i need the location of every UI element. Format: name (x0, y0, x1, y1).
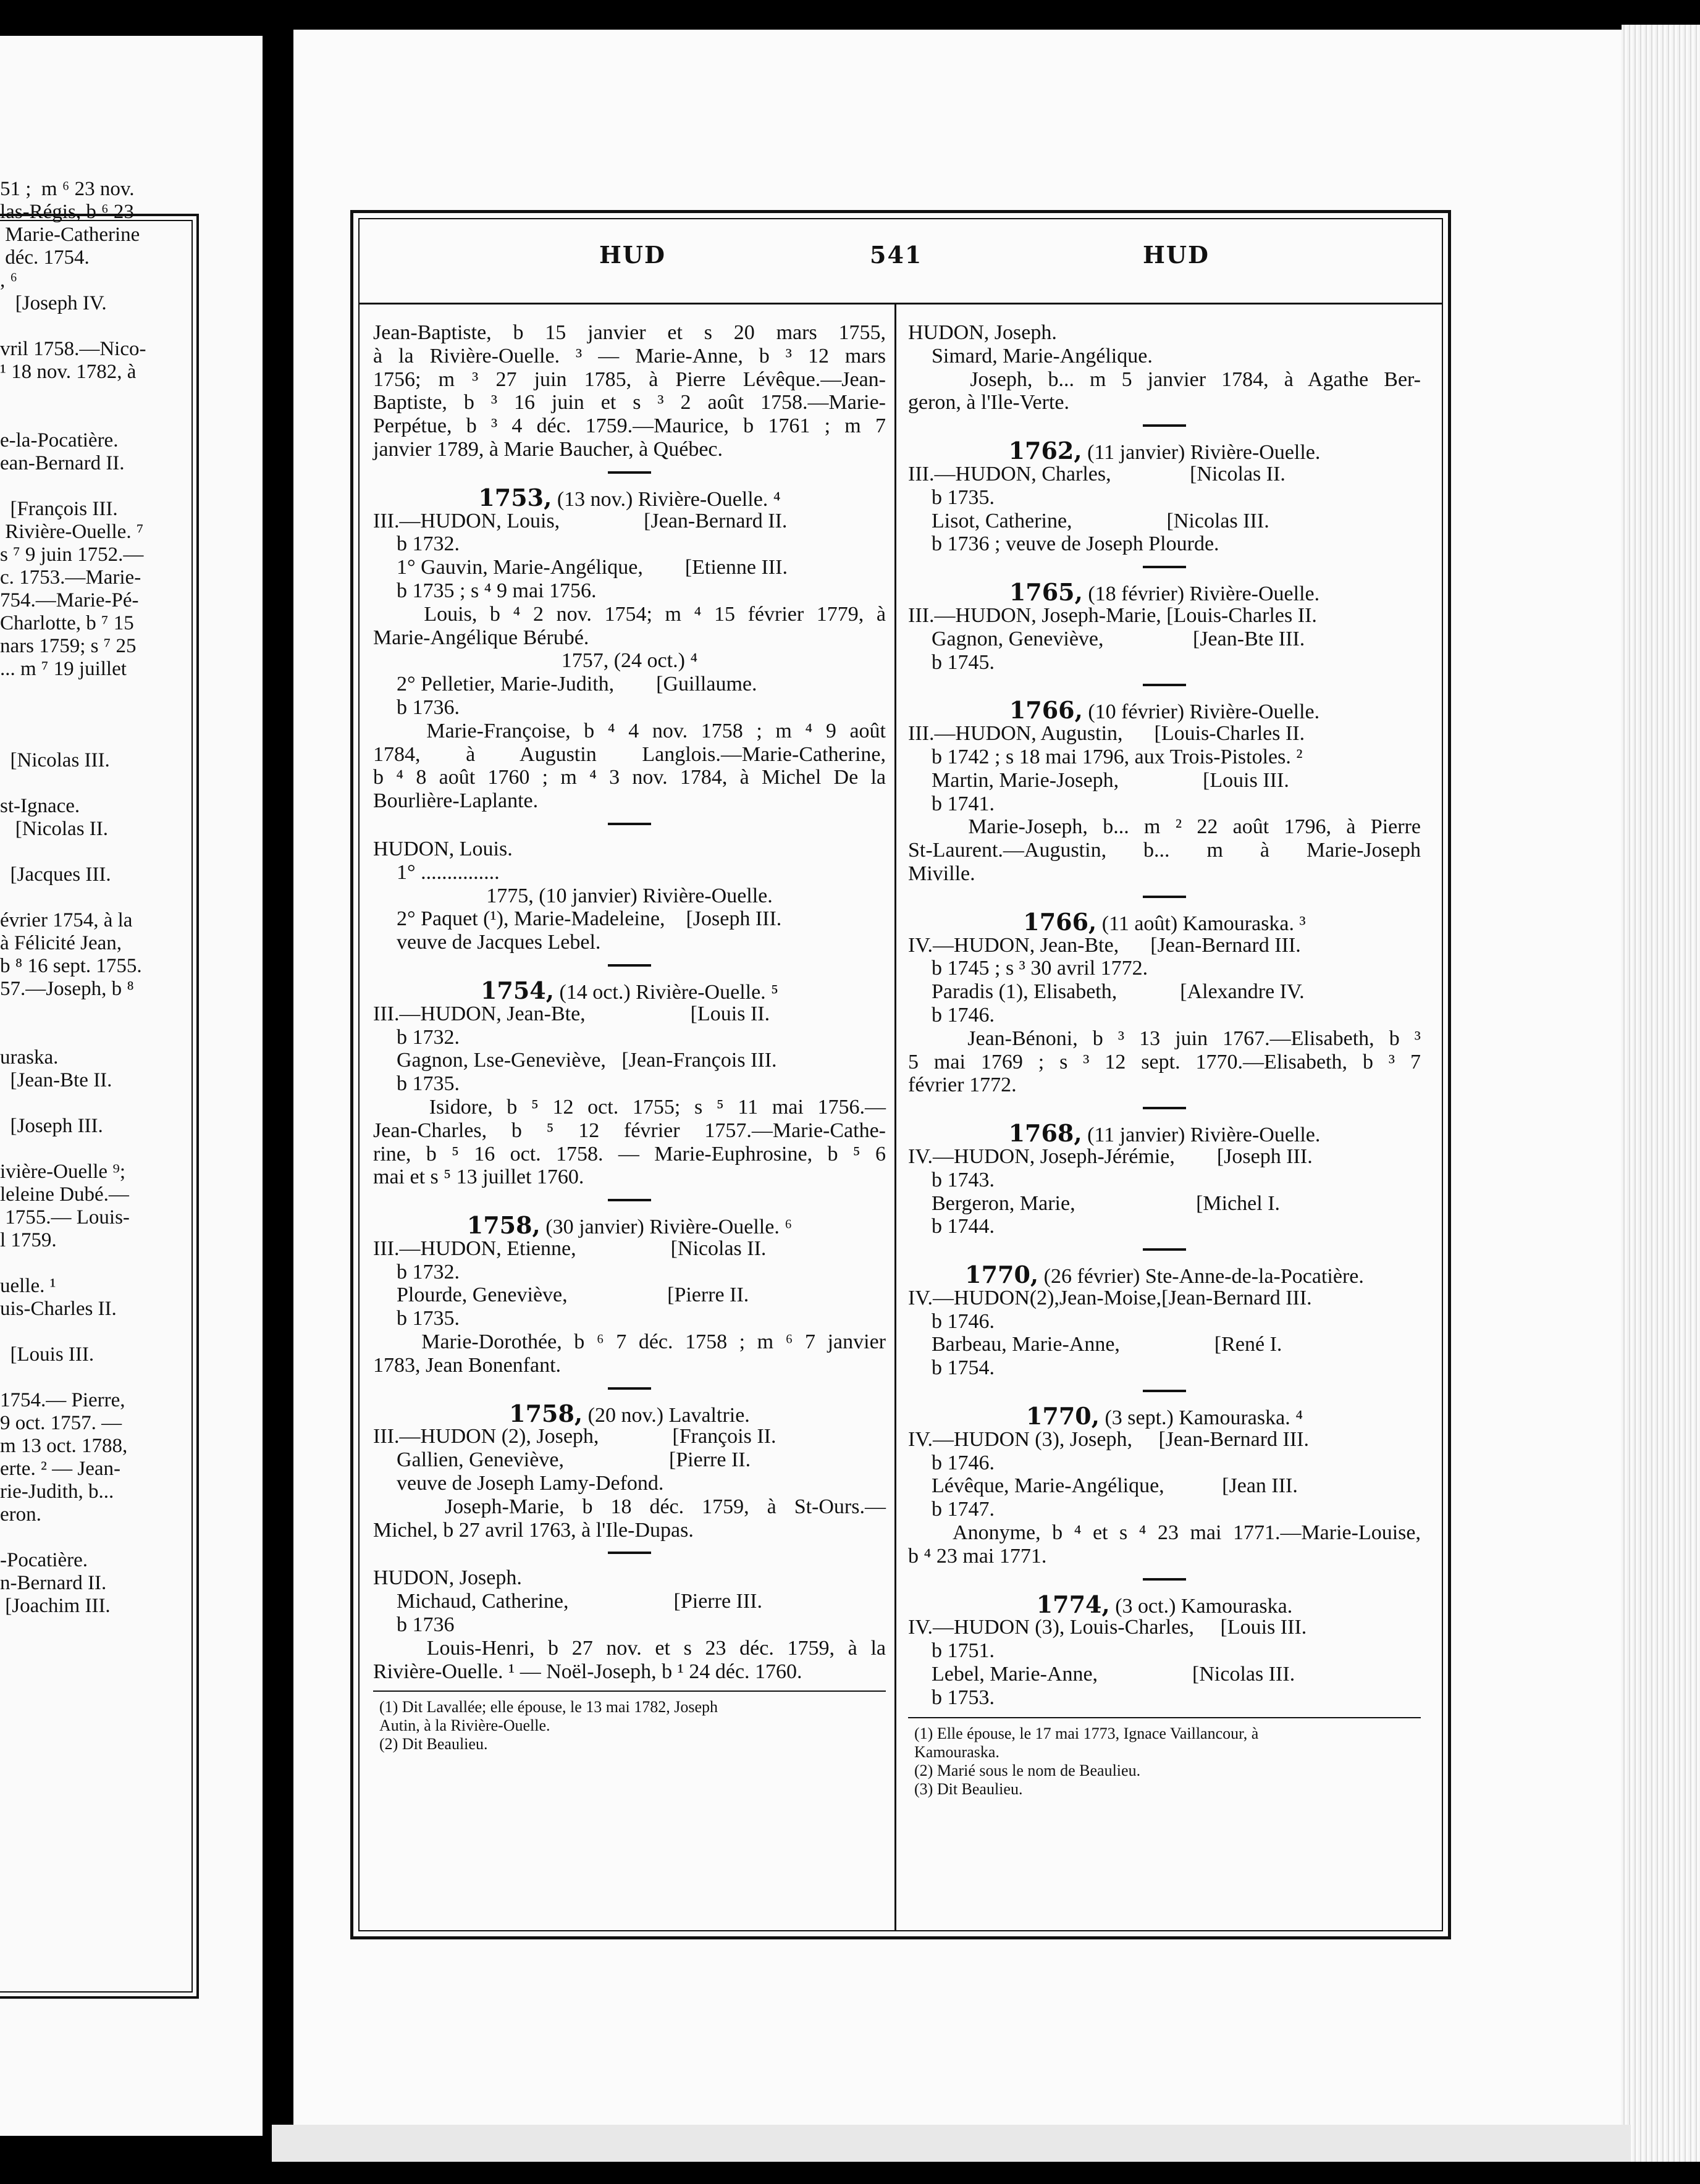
running-head-right: HUD (1143, 241, 1210, 269)
marriage-year: 1770, (965, 1261, 1039, 1289)
entry-separator (1143, 1107, 1186, 1109)
genealogy-line: Gallien, Geneviève, [Pierre II. (397, 1448, 751, 1472)
marriage-place: (26 février) Ste-Anne-de-la-Pocatière. (1038, 1265, 1364, 1288)
genealogy-line: b 1736. (397, 695, 460, 719)
genealogy-line: Gagnon, Geneviève, [Jean-Bte III. (932, 627, 1305, 650)
marriage-heading (908, 1263, 1421, 1287)
genealogy-line: HUDON, Joseph. (373, 1566, 522, 1590)
genealogy-line: Marie-Angélique Bérubé. (373, 626, 589, 649)
fragment-line: ... m ⁷ 19 juillet (0, 658, 127, 680)
genealogy-line: III.—HUDON (2), Joseph, [François II. (373, 1425, 776, 1448)
genealogy-line: b 1746. (932, 1003, 995, 1027)
genealogy-line: b 1736 (397, 1613, 455, 1637)
fragment-line: st-Ignace. (0, 795, 80, 817)
marriage-year: 1766, (1023, 907, 1097, 936)
marriage-place: (14 oct.) Rivière-Ouelle. ⁵ (553, 980, 779, 1004)
previous-page-text-fragment (0, 178, 179, 1618)
genealogy-line: Louis, b ⁴ 2 nov. 1754; m ⁴ 15 février 1779, à (373, 602, 886, 626)
genealogy-line: III.—HUDON, Joseph-Marie, [Louis-Charles II. (908, 603, 1317, 627)
genealogy-line: veuve de Joseph Lamy-Defond. (397, 1472, 664, 1495)
fragment-line: [Joachim III. (0, 1595, 111, 1617)
genealogy-line: b 1732. (397, 1260, 460, 1283)
marriage-heading (908, 1402, 1421, 1430)
marriage-heading (373, 483, 886, 511)
genealogy-line: b 1736 ; veuve de Joseph Plourde. (932, 532, 1219, 556)
genealogy-line: Paradis (1), Elisabeth, [Alexandre IV. (932, 980, 1305, 1004)
fragment-line: [Jacques III. (0, 863, 111, 886)
genealogy-line: 1° ............... (397, 860, 500, 884)
genealogy-line: Bergeron, Marie, [Michel I. (932, 1191, 1281, 1215)
genealogy-line: 1784, à Augustin Langlois.—Marie-Catherine, (373, 742, 886, 766)
marriage-year: 1766, (1009, 696, 1083, 724)
genealogy-line: IV.—HUDON, Joseph-Jérémie, [Joseph III. (908, 1144, 1313, 1168)
genealogy-line: Martin, Marie-Joseph, [Louis III. (932, 768, 1289, 792)
entry-separator (608, 823, 651, 825)
genealogy-line: b 1744. (932, 1215, 995, 1238)
genealogy-line: b ⁴ 8 août 1760 ; m ⁴ 3 nov. 1784, à Michel De la (373, 766, 886, 789)
marriage-place: (11 janvier) Rivière-Ouelle. (1082, 1124, 1321, 1147)
fragment-line (0, 681, 179, 704)
marriage-heading (908, 439, 1421, 463)
genealogy-line: IV.—HUDON, Jean-Bte, [Jean-Bernard III. (908, 933, 1301, 957)
genealogy-line: Jean-Bénoni, b ³ 13 juin 1767.—Elisabeth, b ³ (908, 1027, 1421, 1050)
book-page-edges (1622, 25, 1700, 2162)
genealogy-line: b 1732. (397, 532, 460, 556)
fragment-line (0, 886, 179, 909)
marriage-place: (30 janvier) Rivière-Ouelle. ⁶ (540, 1216, 793, 1239)
entry-separator (1143, 896, 1186, 898)
genealogy-line: Bourlière-Laplante. (373, 789, 539, 813)
fragment-line: rie-Judith, b... (0, 1480, 114, 1503)
marriage-heading (908, 578, 1421, 607)
genealogy-line: St-Laurent.—Augustin, b... m à Marie-Joseph (908, 839, 1421, 862)
genealogy-line: Lévêque, Marie-Angélique, [Jean III. (932, 1474, 1298, 1498)
genealogy-line: Simard, Marie-Angélique. (932, 344, 1153, 368)
fragment-line: eron. (0, 1503, 41, 1526)
fragment-line: [Nicolas II. (0, 818, 109, 840)
marriage-year: 1758, (509, 1399, 583, 1427)
fragment-line: uis-Charles II. (0, 1298, 117, 1320)
genealogy-line: III.—HUDON, Charles, [Nicolas II. (908, 462, 1286, 485)
fragment-line: évrier 1754, à la (0, 909, 133, 931)
genealogy-line: b 1735. (932, 485, 995, 509)
entry-separator (1143, 684, 1186, 686)
genealogy-line: à la Rivière-Ouelle. ³ — Marie-Anne, b ³ 12 mars (373, 344, 886, 368)
fragment-line: 1754.— Pierre, (0, 1389, 125, 1411)
genealogy-line: Marie-Joseph, b... m ² 22 août 1796, à Pierre (908, 815, 1421, 839)
fragment-line: Marie-Catherine (0, 224, 140, 246)
page-bottom-edge (272, 2125, 1631, 2162)
genealogy-line: b 1746. (932, 1451, 995, 1474)
fragment-line: à Félicité Jean, (0, 932, 122, 954)
entry-separator (608, 471, 651, 474)
fragment-line: ¹ 18 nov. 1782, à (0, 361, 137, 383)
genealogy-line: Plourde, Geneviève, [Pierre II. (397, 1283, 749, 1307)
fragment-line (0, 384, 179, 406)
fragment-line: [Louis III. (0, 1343, 95, 1366)
fragment-line: c. 1753.—Marie- (0, 566, 141, 589)
fragment-line (0, 315, 179, 338)
fragment-line: nars 1759; s ⁷ 25 (0, 635, 137, 657)
footnote: (2) Dit Beaulieu. (379, 1735, 488, 1754)
fragment-line: uelle. ¹ (0, 1275, 56, 1297)
marriage-year: 1774, (1036, 1590, 1110, 1618)
genealogy-line: Isidore, b ⁵ 12 oct. 1755; s ⁵ 11 mai 1756.— (373, 1095, 886, 1119)
genealogy-line: 2° Paquet (¹), Marie-Madeleine, [Joseph III. (397, 907, 782, 931)
genealogy-line: geron, à l'Ile-Verte. (908, 391, 1069, 414)
page-number: 541 (870, 241, 923, 269)
fragment-line (0, 704, 179, 726)
genealogy-line: Marie-Dorothée, b ⁶ 7 déc. 1758 ; m ⁶ 7 janvier (373, 1330, 886, 1354)
footnote: (1) Dit Lavallée; elle épouse, le 13 mai 1782, Joseph (379, 1698, 718, 1716)
fragment-line: [Joseph III. (0, 1115, 103, 1137)
fragment-line: las-Régis, b ⁶ 23 (0, 201, 134, 223)
fragment-line (0, 1252, 179, 1275)
marriage-heading (908, 1590, 1421, 1618)
fragment-line: -Pocatière. (0, 1549, 88, 1571)
genealogy-line: IV.—HUDON (3), Joseph, [Jean-Bernard III. (908, 1427, 1309, 1451)
genealogy-line: b 1746. (932, 1309, 995, 1333)
genealogy-line: 5 mai 1769 ; s ³ 12 sept. 1770.—Elisabeth, b ³ 7 (908, 1050, 1421, 1073)
fragment-line: 9 oct. 1757. — (0, 1412, 122, 1434)
genealogy-line: Perpétue, b ³ 4 déc. 1759.—Maurice, b 1761 ; m 7 (373, 414, 886, 438)
marriage-heading (908, 1119, 1421, 1148)
genealogy-line: b 1735. (397, 1072, 460, 1096)
genealogy-line: HUDON, Joseph. (908, 321, 1057, 344)
fragment-line: e-la-Pocatière. (0, 429, 119, 452)
fragment-line: 51 ; m ⁶ 23 nov. (0, 178, 135, 200)
column-divider (894, 304, 896, 1931)
footnote-rule (908, 1717, 1421, 1718)
marriage-year: 1768, (1008, 1119, 1082, 1148)
genealogy-line: Louis-Henri, b 27 nov. et s 23 déc. 1759, à la (373, 1636, 886, 1660)
fragment-line: ivière-Ouelle ⁹; (0, 1161, 125, 1183)
fragment-line: [Jean-Bte II. (0, 1069, 112, 1091)
fragment-line (0, 406, 179, 429)
genealogy-line: III.—HUDON, Etienne, [Nicolas II. (373, 1237, 767, 1260)
genealogy-line: Barbeau, Marie-Anne, [René I. (932, 1333, 1282, 1356)
genealogy-line: b 1745. (932, 650, 995, 674)
fragment-line: 57.—Joseph, b ⁸ (0, 978, 134, 1000)
marriage-heading (373, 1211, 886, 1240)
genealogy-line: Marie-Françoise, b ⁴ 4 nov. 1758 ; m ⁴ 9 août (373, 719, 886, 742)
genealogy-line: 1783, Jean Bonenfant. (373, 1353, 562, 1377)
fragment-line (0, 1092, 179, 1115)
genealogy-line: b 1751. (932, 1639, 995, 1663)
genealogy-line: IV.—HUDON(2),Jean-Moise,[Jean-Bernard III. (908, 1286, 1312, 1309)
genealogy-line: b 1754. (932, 1356, 995, 1380)
running-head-left: HUD (599, 241, 666, 269)
footnote: Autin, à la Rivière-Ouelle. (379, 1716, 550, 1735)
genealogy-line: b 1732. (397, 1025, 460, 1049)
fragment-line (0, 1366, 179, 1389)
genealogy-line: 1757, (24 oct.) ⁴ (561, 649, 698, 673)
fragment-line (0, 772, 179, 795)
marriage-heading (373, 1399, 886, 1427)
fragment-line: 1755.— Louis- (0, 1206, 130, 1228)
fragment-line: [François III. (0, 498, 118, 520)
fragment-line: m 13 oct. 1788, (0, 1435, 128, 1457)
marriage-year: 1753, (478, 483, 552, 511)
genealogy-line: Gagnon, Lse-Geneviève, [Jean-François III. (397, 1049, 777, 1072)
marriage-place: (3 oct.) Kamouraska. (1109, 1594, 1293, 1618)
genealogy-line: rine, b ⁵ 16 oct. 1758. — Marie-Euphrosine, b ⁵ 6 (373, 1142, 886, 1166)
genealogy-line: janvier 1789, à Marie Baucher, à Québec. (373, 437, 723, 461)
marriage-heading (908, 907, 1421, 936)
fragment-line: leleine Dubé.— (0, 1183, 129, 1206)
entry-separator (608, 1552, 651, 1554)
marriage-year: 1754, (480, 976, 554, 1004)
genealogy-line: Baptiste, b ³ 16 juin et s ³ 2 août 1758.—Marie- (373, 391, 886, 414)
genealogy-line: III.—HUDON, Augustin, [Louis-Charles II. (908, 722, 1305, 746)
entry-separator (1143, 1248, 1186, 1251)
genealogy-line: b 1753. (932, 1686, 995, 1709)
footnote: (2) Marié sous le nom de Beaulieu. (914, 1761, 1141, 1779)
genealogy-line: b 1735 ; s ⁴ 9 mai 1756. (397, 579, 597, 602)
left-column (373, 321, 886, 1754)
fragment-line: b ⁸ 16 sept. 1755. (0, 955, 142, 977)
fragment-line: 754.—Marie-Pé- (0, 589, 139, 611)
marriage-heading (373, 976, 886, 1004)
marriage-place: (18 février) Rivière-Ouelle. (1082, 582, 1320, 606)
fragment-line (0, 1138, 179, 1161)
genealogy-line: Michel, b 27 avril 1763, à l'Ile-Dupas. (373, 1518, 694, 1542)
genealogy-line: Anonyme, b ⁴ et s ⁴ 23 mai 1771.—Marie-Louise, (908, 1521, 1421, 1545)
genealogy-line: 1775, (10 janvier) Rivière-Ouelle. (486, 884, 773, 907)
fragment-line: erte. ² — Jean- (0, 1458, 120, 1480)
genealogy-line: 2° Pelletier, Marie-Judith, [Guillaume. (397, 673, 757, 696)
genealogy-line: HUDON, Louis. (373, 837, 513, 860)
entry-separator (1143, 1390, 1186, 1392)
genealogy-line: Lisot, Catherine, [Nicolas III. (932, 509, 1269, 532)
fragment-line: n-Bernard II. (0, 1572, 107, 1594)
marriage-year: 1762, (1008, 437, 1082, 465)
genealogy-line: b 1735. (397, 1307, 460, 1330)
fragment-line: Charlotte, b ⁷ 15 (0, 612, 134, 634)
marriage-place: (11 août) Kamouraska. ³ (1096, 912, 1306, 935)
footnote-rule (373, 1690, 886, 1692)
previous-page (0, 36, 263, 2136)
genealogy-line: III.—HUDON, Louis, [Jean-Bernard II. (373, 509, 788, 532)
fragment-line (0, 1023, 179, 1046)
genealogy-line: b 1743. (932, 1168, 995, 1191)
genealogy-line: 1756; m ³ 27 juin 1785, à Pierre Lévêque.—Jean- (373, 368, 886, 391)
fragment-line: [Joseph IV. (0, 292, 107, 314)
genealogy-line: Jean-Charles, b ⁵ 12 février 1757.—Marie-Cathe- (373, 1119, 886, 1142)
genealogy-line: Rivière-Ouelle. ¹ — Noël-Joseph, b ¹ 24 déc. 1760. (373, 1660, 802, 1683)
fragment-line (0, 841, 179, 863)
genealogy-line: mai et s ⁵ 13 juillet 1760. (373, 1166, 584, 1189)
genealogy-line: b ⁴ 23 mai 1771. (908, 1544, 1047, 1568)
fragment-line: uraska. (0, 1046, 59, 1069)
marriage-place: (13 nov.) Rivière-Ouelle. ⁴ (552, 487, 781, 511)
marriage-place: (10 février) Rivière-Ouelle. (1082, 700, 1320, 724)
genealogy-line: b 1741. (932, 792, 995, 815)
entry-separator (608, 1387, 651, 1390)
genealogy-line: Joseph, b... m 5 janvier 1784, à Agathe Ber- (908, 368, 1421, 391)
fragment-line (0, 1526, 179, 1549)
footnote: (3) Dit Beaulieu. (914, 1779, 1023, 1798)
right-column (908, 321, 1421, 1799)
fragment-line (0, 1001, 179, 1023)
footnote: (1) Elle épouse, le 17 mai 1773, Ignace Vaillancour, à (914, 1724, 1259, 1742)
fragment-line: s ⁷ 9 juin 1752.— (0, 544, 144, 566)
marriage-place: (11 janvier) Rivière-Ouelle. (1082, 441, 1321, 464)
marriage-year: 1765, (1009, 578, 1083, 607)
genealogy-line: b 1745 ; s ³ 30 avril 1772. (932, 957, 1148, 980)
entry-separator (1143, 424, 1186, 427)
genealogy-line: 1° Gauvin, Marie-Angélique, [Etienne III. (397, 556, 788, 579)
marriage-year: 1770, (1025, 1402, 1100, 1430)
entry-separator (1143, 1578, 1186, 1581)
genealogy-line: Lebel, Marie-Anne, [Nicolas III. (932, 1663, 1295, 1686)
marriage-heading (908, 696, 1421, 724)
fragment-line: déc. 1754. (0, 246, 90, 269)
fragment-line: Rivière-Ouelle. ⁷ (0, 521, 144, 543)
header-rule (358, 303, 1443, 304)
marriage-place: (3 sept.) Kamouraska. ⁴ (1099, 1406, 1303, 1430)
genealogy-line: février 1772. (908, 1073, 1017, 1097)
genealogy-line: Miville. (908, 862, 975, 885)
marriage-year: 1758, (466, 1211, 541, 1240)
genealogy-line: b 1742 ; s 18 mai 1796, aux Trois-Pistoles. ² (932, 745, 1303, 768)
genealogy-line: Michaud, Catherine, [Pierre III. (397, 1590, 762, 1613)
footnote: Kamouraska. (914, 1742, 999, 1761)
fragment-line: ean-Bernard II. (0, 452, 125, 474)
genealogy-line: b 1747. (932, 1498, 995, 1521)
entry-separator (608, 1199, 651, 1201)
genealogy-line: Jean-Baptiste, b 15 janvier et s 20 mars 1755, (373, 321, 886, 344)
entry-separator (608, 964, 651, 967)
marriage-place: (20 nov.) Lavaltrie. (583, 1403, 750, 1427)
entry-separator (1143, 566, 1186, 568)
fragment-line (0, 475, 179, 498)
fragment-line: , ⁶ (0, 269, 18, 292)
genealogy-line: III.—HUDON, Jean-Bte, [Louis II. (373, 1002, 770, 1025)
fragment-line: l 1759. (0, 1229, 57, 1251)
fragment-line: [Nicolas III. (0, 749, 110, 771)
fragment-line: vril 1758.—Nico- (0, 338, 146, 360)
fragment-line (0, 726, 179, 749)
genealogy-line: veuve de Jacques Lebel. (397, 931, 601, 954)
genealogy-line: IV.—HUDON (3), Louis-Charles, [Louis III. (908, 1616, 1307, 1639)
fragment-line (0, 1321, 179, 1343)
genealogy-line: Joseph-Marie, b 18 déc. 1759, à St-Ours.— (373, 1495, 886, 1518)
